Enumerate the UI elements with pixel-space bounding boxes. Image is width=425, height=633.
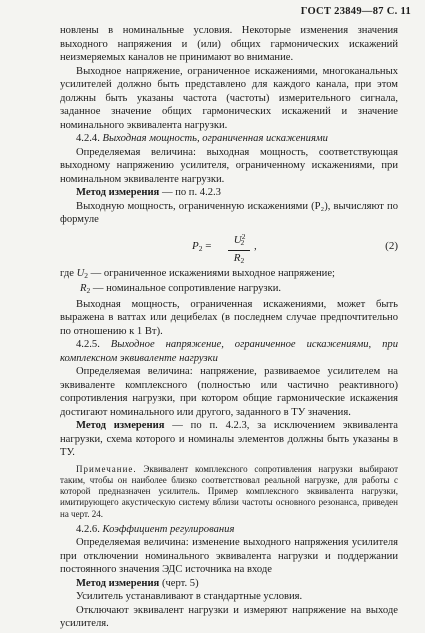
where-line-2: $R_2$ — номинальное сопротивление нагрузки.	[80, 283, 282, 295]
paragraph-definition-complex: Определяемая величина: напряжение, развиваемое усилителем на эквиваленте комплексного (полностью или частично реактивного) сопротивления нагрузки, при котором общие гармонические искажения достигают номинального или другого, заданного в ТУ значения.	[60, 366, 398, 418]
formula-lhs: $P_2$ =	[192, 239, 212, 253]
note-block	[60, 464, 398, 520]
formula-comma: ,	[254, 239, 257, 252]
section-number: 4.2.6.	[76, 523, 100, 535]
section-4-2-6-heading	[60, 523, 398, 537]
section-title: Выходное напряжение, ограниченное искажениями, при комплексном эквиваленте нагрузки	[60, 339, 398, 364]
section-number: 4.2.5.	[76, 339, 100, 350]
section-4-2-5-heading	[60, 338, 398, 365]
paragraph-definition-regulation: Определяемая величина: изменение выходного напряжения усилителя при отключении номинального эквивалента нагрузки и поддержании постоянного значения ЭДС источника на входе	[60, 537, 398, 576]
paragraph-power-units: Выходная мощность, ограниченная искажениями, может быть выражена в ваттах или децибелах (в последнем случае предпочтительно по отношению к 1 Вт).	[60, 298, 398, 337]
page-content	[60, 24, 398, 631]
formula-fraction	[228, 230, 250, 268]
section-title: Выходная мощность, ограниченная искажениями	[102, 133, 328, 144]
paragraph-disconnect-load: Отключают эквивалент нагрузки и измеряют напряжение на выходе усилителя.	[60, 604, 398, 630]
method-text: (черт. 5)	[161, 577, 199, 589]
page-header: ГОСТ 23849—87 С. 11	[300, 6, 411, 17]
method-text: — по п. 4.2.3	[161, 187, 221, 198]
formula-numerator: $U^2_2$	[228, 230, 250, 251]
formula-number: (2)	[385, 239, 398, 252]
paragraph-definition-power: Определяемая величина: выходная мощность, соответствующая выходному напряжению усилителя, ограниченному искажениями, при номинальном эквиваленте нагрузки.	[60, 146, 398, 185]
paragraph-multichannel: Выходное напряжение, ограниченное искажениями, многоканальных усилителей должно быть представлено для каждого канала, при этом должны быть указаны частота (частоты) измерительного сигнала, заданное значение общих гармонических искажений и значение номинального эквивалента нагрузки.	[60, 65, 398, 131]
paragraph-continuation: новлены в номинальные условия. Некоторые изменения значения выходного напряжения и (или) общих гармонических искажений неизмеряемых каналов не принимают во внимание.	[60, 25, 398, 63]
method-text: — по п. 4.2.3, за исключением эквивалента нагрузки, схема которого и номиналы элементов должны быть указаны в ТУ.	[60, 420, 398, 458]
note-text: Эквивалент комплексного сопротивления нагрузки выбирают таким, чтобы он наиболее близко соответствовал реальной нагрузке, для работы с которой предназначен усилитель. Пример комплексного эквивалента нагрузки, имитирующего акустическую систему вблизи частоты основного резонанса, приведен на черт. 24.	[60, 463, 399, 519]
method-label: Метод измерения	[76, 187, 160, 198]
section-number: 4.2.4.	[76, 133, 100, 144]
method-line-1	[60, 186, 398, 200]
formula-denominator: $R_2$	[233, 251, 245, 265]
method-label: Метод измерения	[76, 420, 165, 431]
paragraph-standard-conditions: Усилитель устанавливают в стандартные условия.	[76, 591, 303, 603]
method-line-2	[60, 419, 398, 460]
method-label: Метод измерения	[76, 577, 160, 589]
section-4-2-4-heading	[60, 132, 398, 146]
formula-2	[60, 230, 398, 264]
method-line-3	[60, 577, 398, 591]
where-line-1: где $U_2$ — ограниченное искажениями выходное напряжение;	[60, 267, 335, 280]
note-label: Примечание.	[76, 463, 137, 474]
paragraph-formula-intro: Выходную мощность, ограниченную искажениями (P₂), вычисляют по формуле	[60, 200, 398, 225]
section-title: Коэффициент регулирования	[102, 523, 235, 535]
